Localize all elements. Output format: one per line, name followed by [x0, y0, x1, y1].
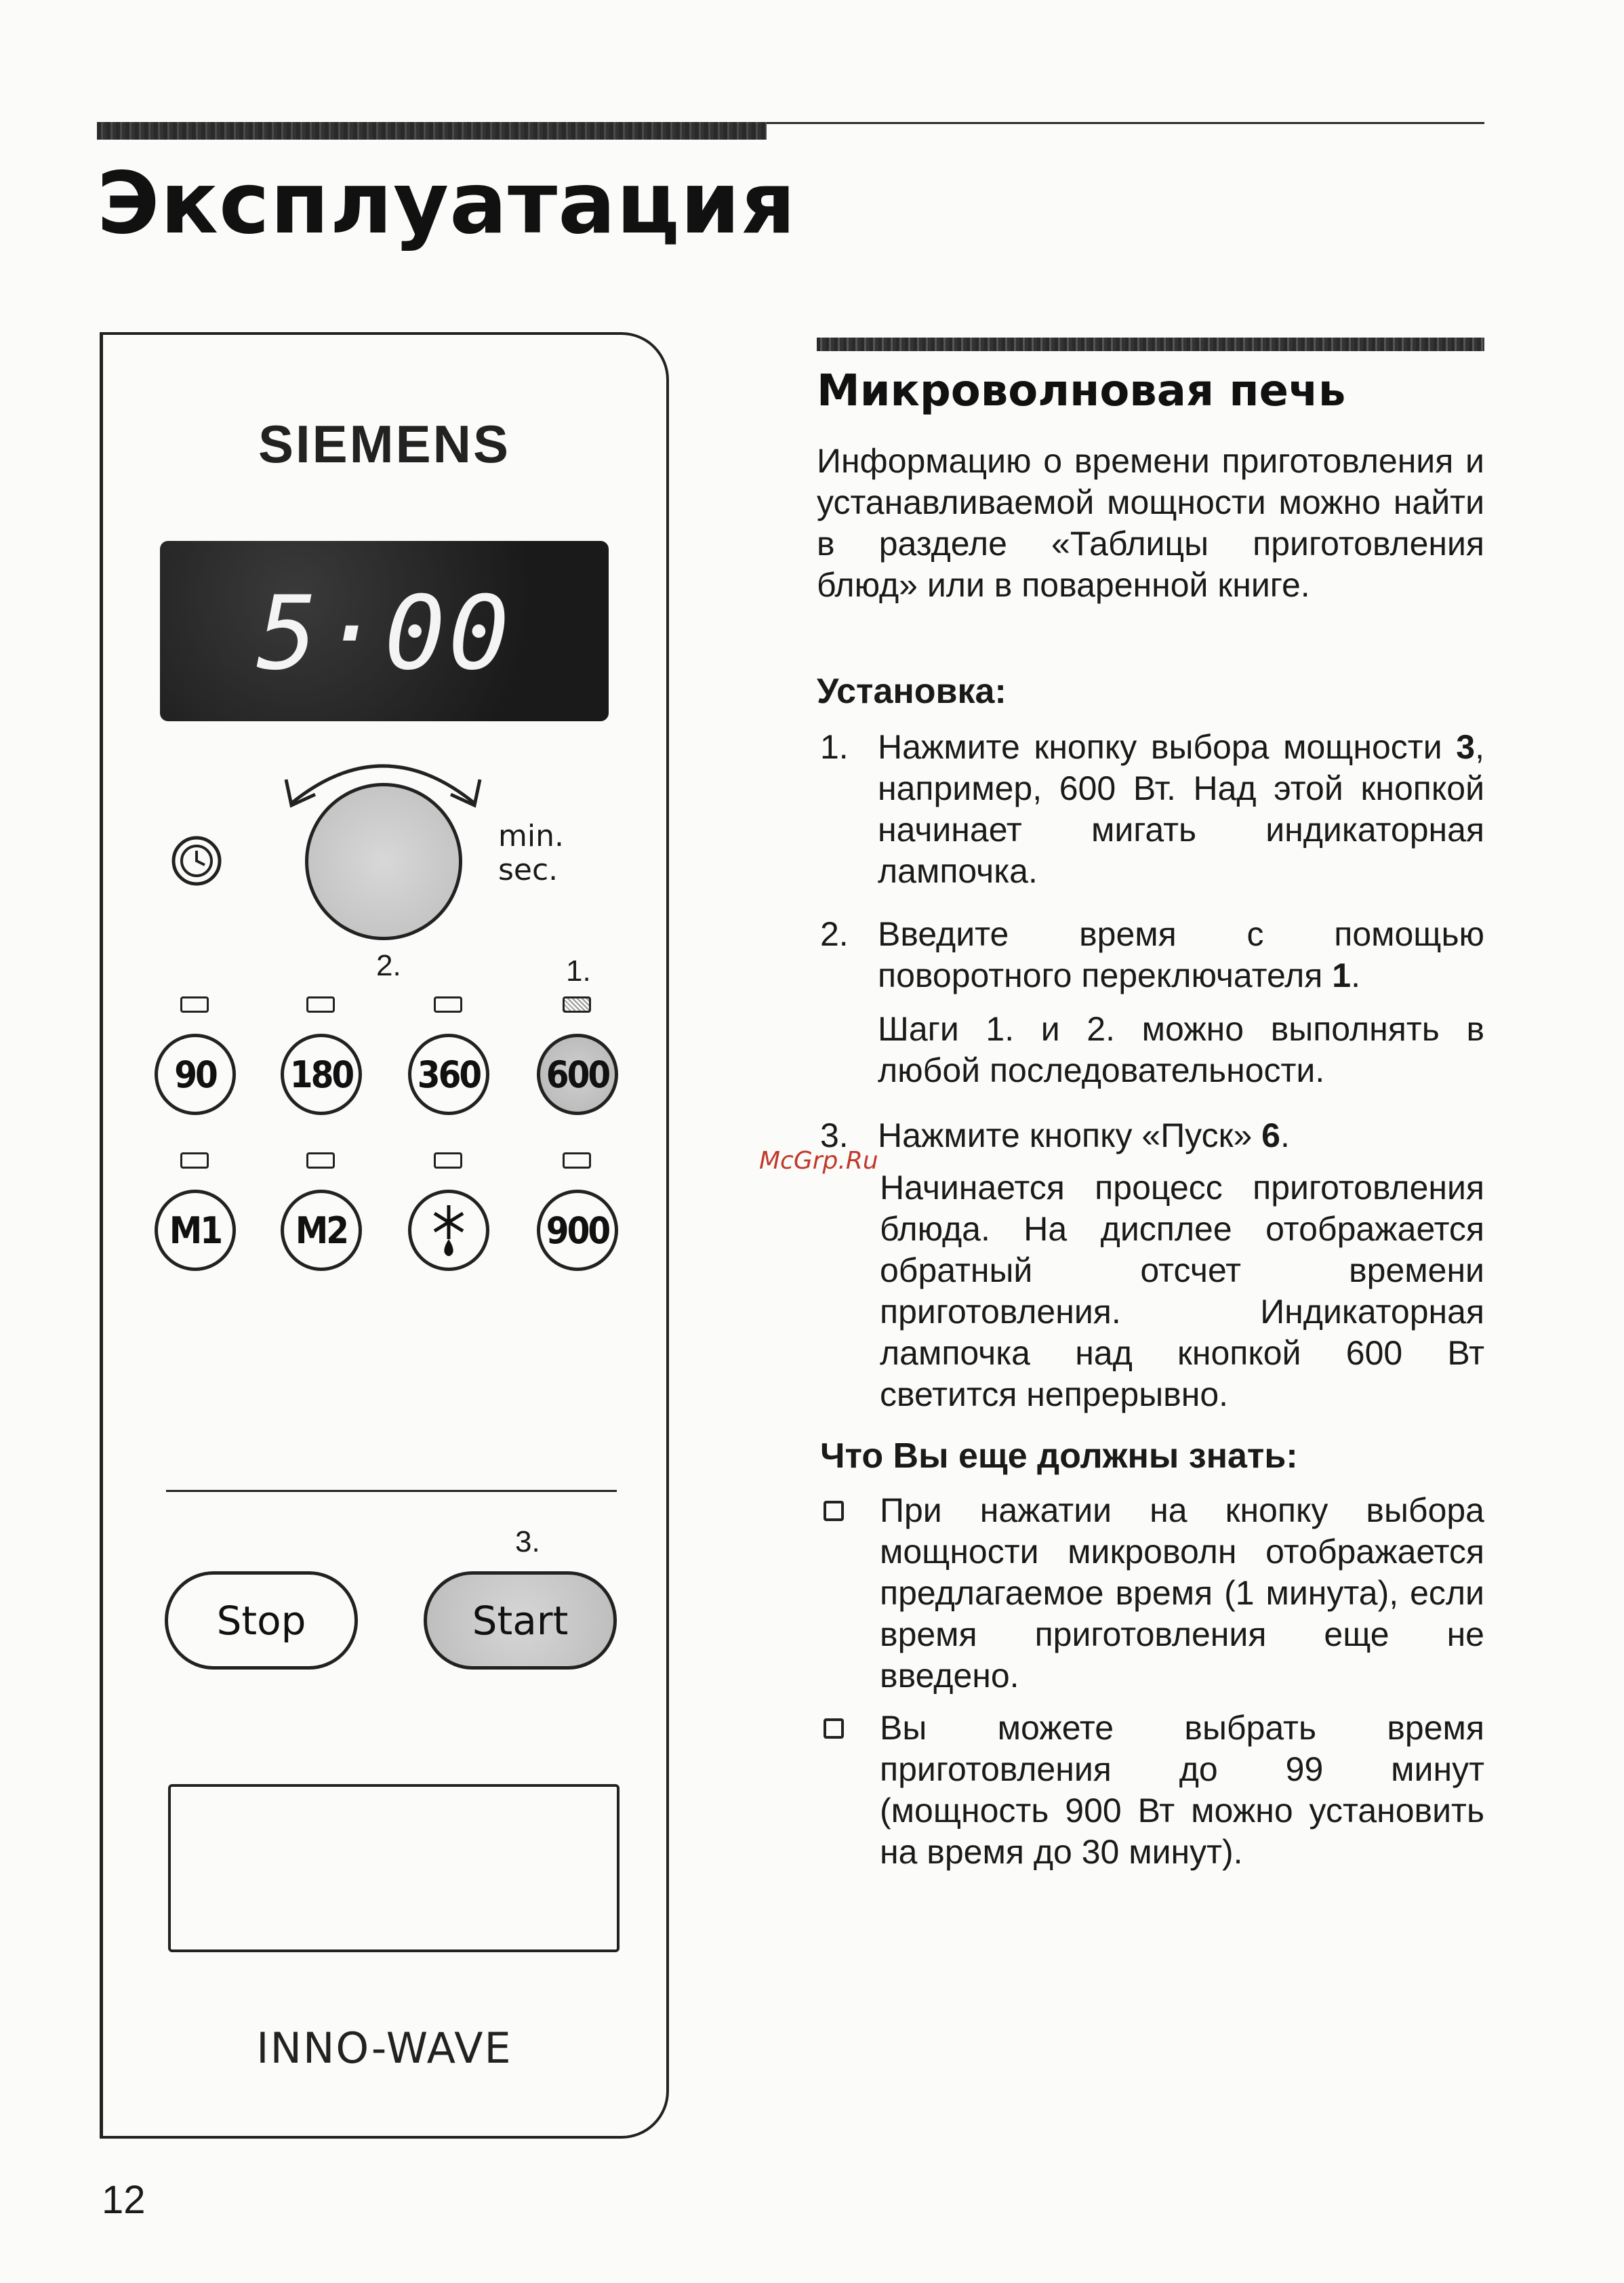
memory-button-m1[interactable]: M1	[155, 1190, 236, 1271]
watermark: McGrp.Ru	[759, 1147, 878, 1175]
header-rule-thin	[767, 122, 1484, 124]
indicator-lamp-600	[563, 996, 591, 1013]
section-rule	[817, 338, 1484, 351]
setup-heading: Установка:	[817, 672, 1007, 711]
page-title: Эксплуатация	[97, 153, 796, 253]
power-button-180[interactable]: 180	[281, 1034, 362, 1115]
indicator-lamp	[306, 1152, 335, 1169]
checkbox-bullet-icon	[824, 1501, 844, 1521]
power-button-900[interactable]: 900	[537, 1190, 618, 1271]
bullet-item: Вы можете выбрать время приготовления до 99 минут (мощность 900 Вт можно установить на время до 30 минут).	[880, 1709, 1484, 1871]
step-3-note: Начинается процесс приготовления блюда. На дисплее отображается обратный отсчет времени приготовления. Индикаторная лампочка над кнопкой 600 Вт светится непрерывно.	[880, 1169, 1484, 1413]
defrost-button[interactable]	[408, 1190, 489, 1271]
start-button[interactable]: Start	[424, 1571, 617, 1670]
bullet-item: При нажатии на кнопку выбора мощности микроволн отображается предлагаемое время (1 минута), если время приготовления еще не введено.	[880, 1491, 1484, 1695]
panel-divider	[166, 1490, 617, 1492]
step-1-text: Нажмите кнопку выбора мощности 3, например, 600 Вт. Над этой кнопкой начинает мигать индикаторная лампочка.	[878, 728, 1484, 890]
rotary-knob[interactable]	[305, 783, 462, 940]
callout-2: 2.	[376, 949, 401, 982]
step-2-text: Введите время с помощью поворотного переключателя 1.	[878, 915, 1484, 994]
step-number: 1.	[820, 728, 849, 766]
section-title: Микроволновая печь	[817, 366, 1346, 416]
memory-button-m2[interactable]: M2	[281, 1190, 362, 1271]
indicator-lamp	[563, 1152, 591, 1169]
step-number: 2.	[820, 915, 849, 953]
panel-window	[168, 1784, 620, 1952]
step-number: 3.	[820, 1116, 849, 1154]
know-heading: Что Вы еще должны знать:	[820, 1436, 1298, 1476]
indicator-lamp	[306, 996, 335, 1013]
indicator-lamp	[434, 996, 462, 1013]
defrost-icon	[425, 1200, 472, 1261]
callout-1: 1.	[566, 954, 591, 988]
model-name: INNO-WAVE	[256, 2023, 512, 2073]
stop-button[interactable]: Stop	[165, 1571, 358, 1670]
indicator-lamp	[434, 1152, 462, 1169]
power-button-600[interactable]: 600	[537, 1034, 618, 1115]
display-time: 5·00	[256, 575, 512, 693]
intro-paragraph: Информацию о времени приготовления и устанавливаемой мощности можно найти в разделе «Таблицы приготовления блюд» или в поваренной книге.	[817, 442, 1484, 604]
power-button-90[interactable]: 90	[155, 1034, 236, 1115]
callout-3: 3.	[515, 1525, 540, 1558]
power-button-360[interactable]: 360	[408, 1034, 489, 1115]
brand-logo: SIEMENS	[258, 414, 511, 474]
indicator-lamp	[180, 996, 209, 1013]
indicator-lamp	[180, 1152, 209, 1169]
step-2-note: Шаги 1. и 2. можно выполнять в любой последовательности.	[878, 1010, 1484, 1089]
clock-icon[interactable]	[169, 834, 224, 888]
unit-min-label: min.	[498, 819, 564, 853]
step-3-text: Нажмите кнопку «Пуск» 6.	[878, 1116, 1290, 1154]
header-rule-thick	[97, 122, 767, 140]
checkbox-bullet-icon	[824, 1718, 844, 1739]
unit-sec-label: sec.	[498, 853, 559, 887]
page-number: 12	[102, 2178, 146, 2222]
